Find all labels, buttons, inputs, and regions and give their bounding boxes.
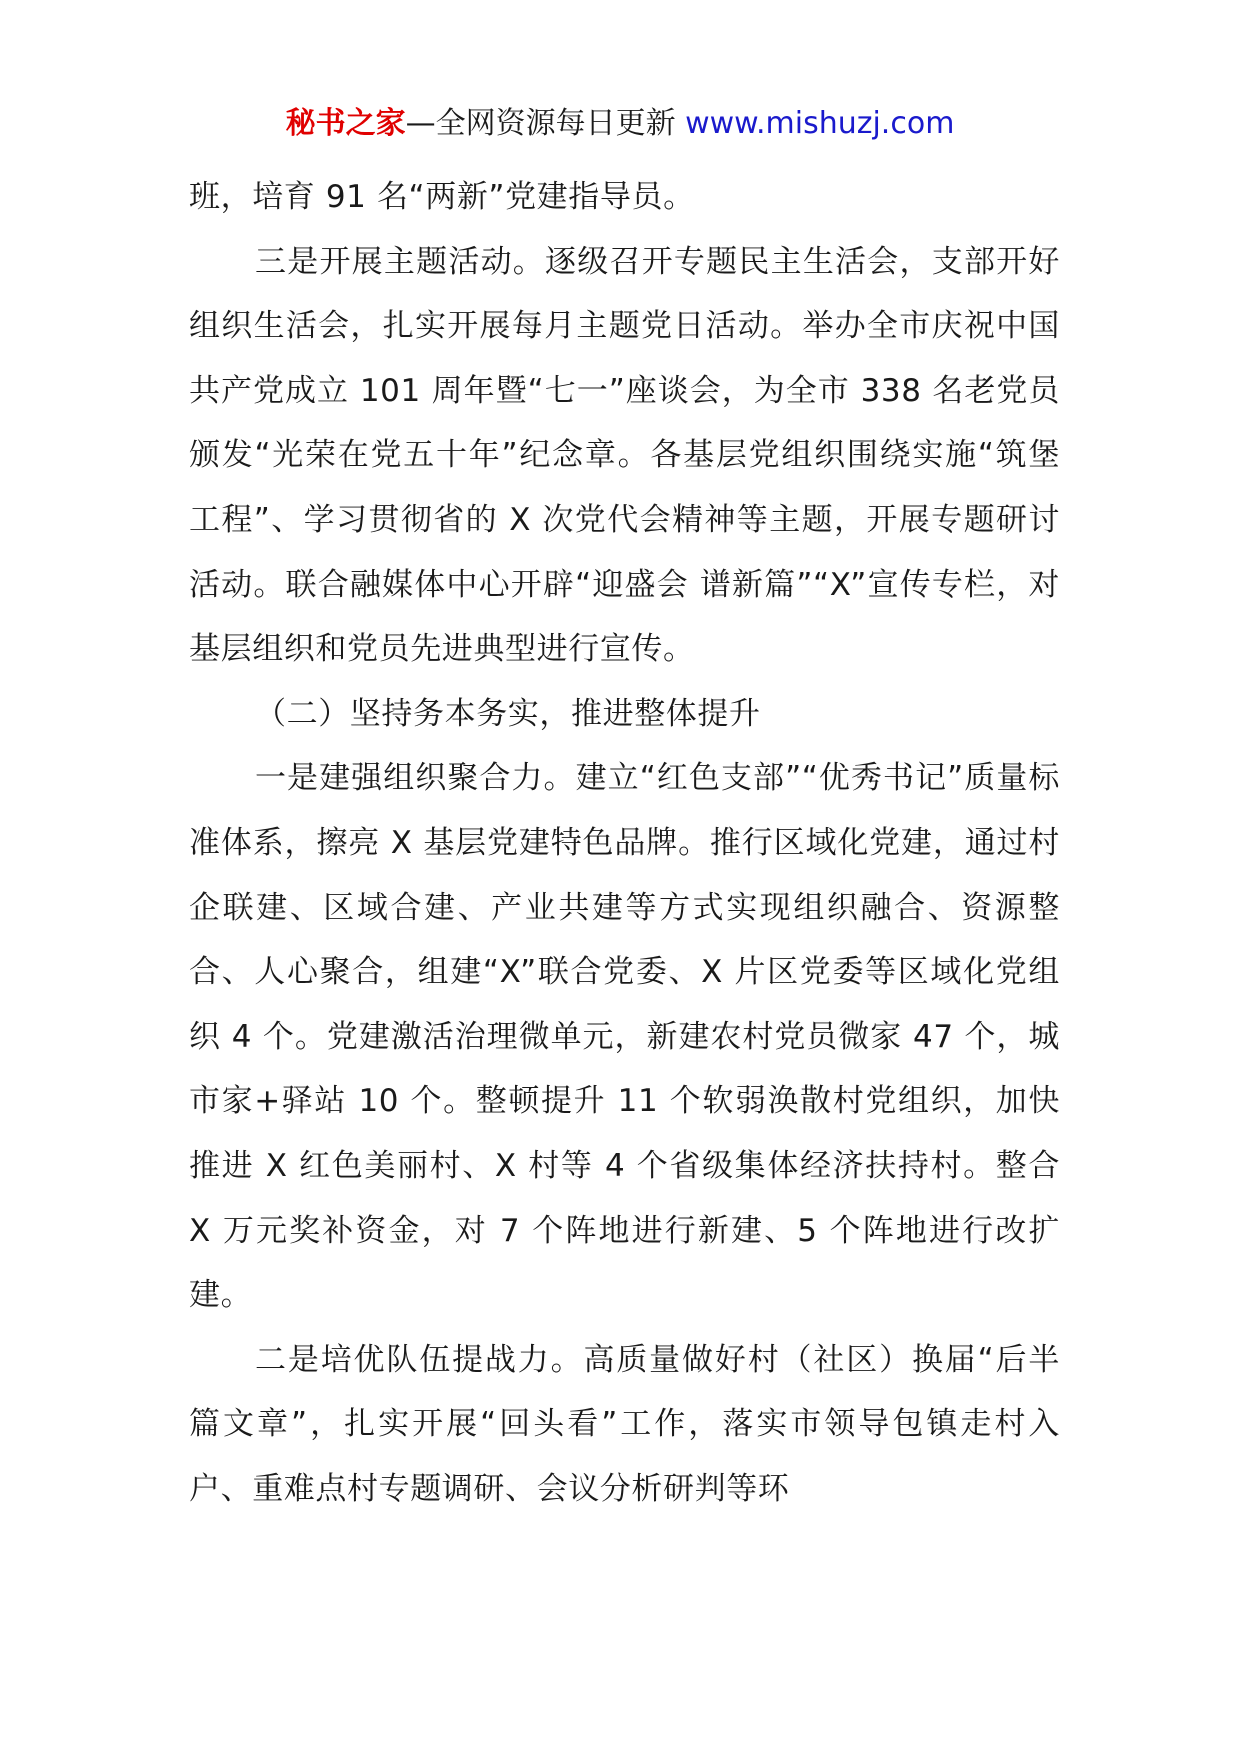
paragraph-theme-activities: 三是开展主题活动。逐级召开专题民主生活会，支部开好组织生活会，扎实开展每月主题党日活动。举办全市庆祝中国共产党成立 101 周年暨“七一”座谈会，为全市 338 名老党员颁发“光荣在党五十年”纪念章。各基层党组织围绕实施“筑堡工程”、学习贯彻省的 X 次党代会精神等主题，开展专题研讨活动。联合融媒体中心开辟“迎盛会 谱新篇”“X”宣传专栏，对基层组织和党员先进典型进行宣传。	[189, 243, 1060, 668]
brand-name: 秘书之家	[285, 106, 406, 141]
header-tagline: —全网资源每日更新	[405, 106, 676, 141]
document-body	[189, 165, 1060, 1521]
site-url[interactable]: www.mishuzj.com	[675, 106, 955, 141]
section-heading: （二）坚持务本务实，推进整体提升	[255, 695, 761, 732]
page-header	[0, 102, 1240, 146]
paragraph-team-strength: 二是培优队伍提战力。高质量做好村（社区）换届“后半篇文章”，扎实开展“回头看”工作，落实市领导包镇走村入户、重难点村专题调研、会议分析研判等环	[189, 1341, 1060, 1507]
paragraph-continuation: 班，培育 91 名“两新”党建指导员。	[189, 179, 695, 215]
paragraph-organization-cohesion: 一是建强组织聚合力。建立“红色支部”“优秀书记”质量标准体系，擦亮 X 基层党建特色品牌。推行区域化党建，通过村企联建、区域合建、产业共建等方式实现组织融合、资源整合、人心聚合，组建“X”联合党委、X 片区党委等区域化党组织 4 个。党建激活治理微单元，新建农村党员微家 47 个，城市家+驿站 10 个。整顿提升 11 个软弱涣散村党组织，加快推进 X 红色美丽村、X 村等 4 个省级集体经济扶持村。整合 X 万元奖补资金，对 7 个阵地进行新建、5 个阵地进行改扩建。	[189, 760, 1060, 1314]
